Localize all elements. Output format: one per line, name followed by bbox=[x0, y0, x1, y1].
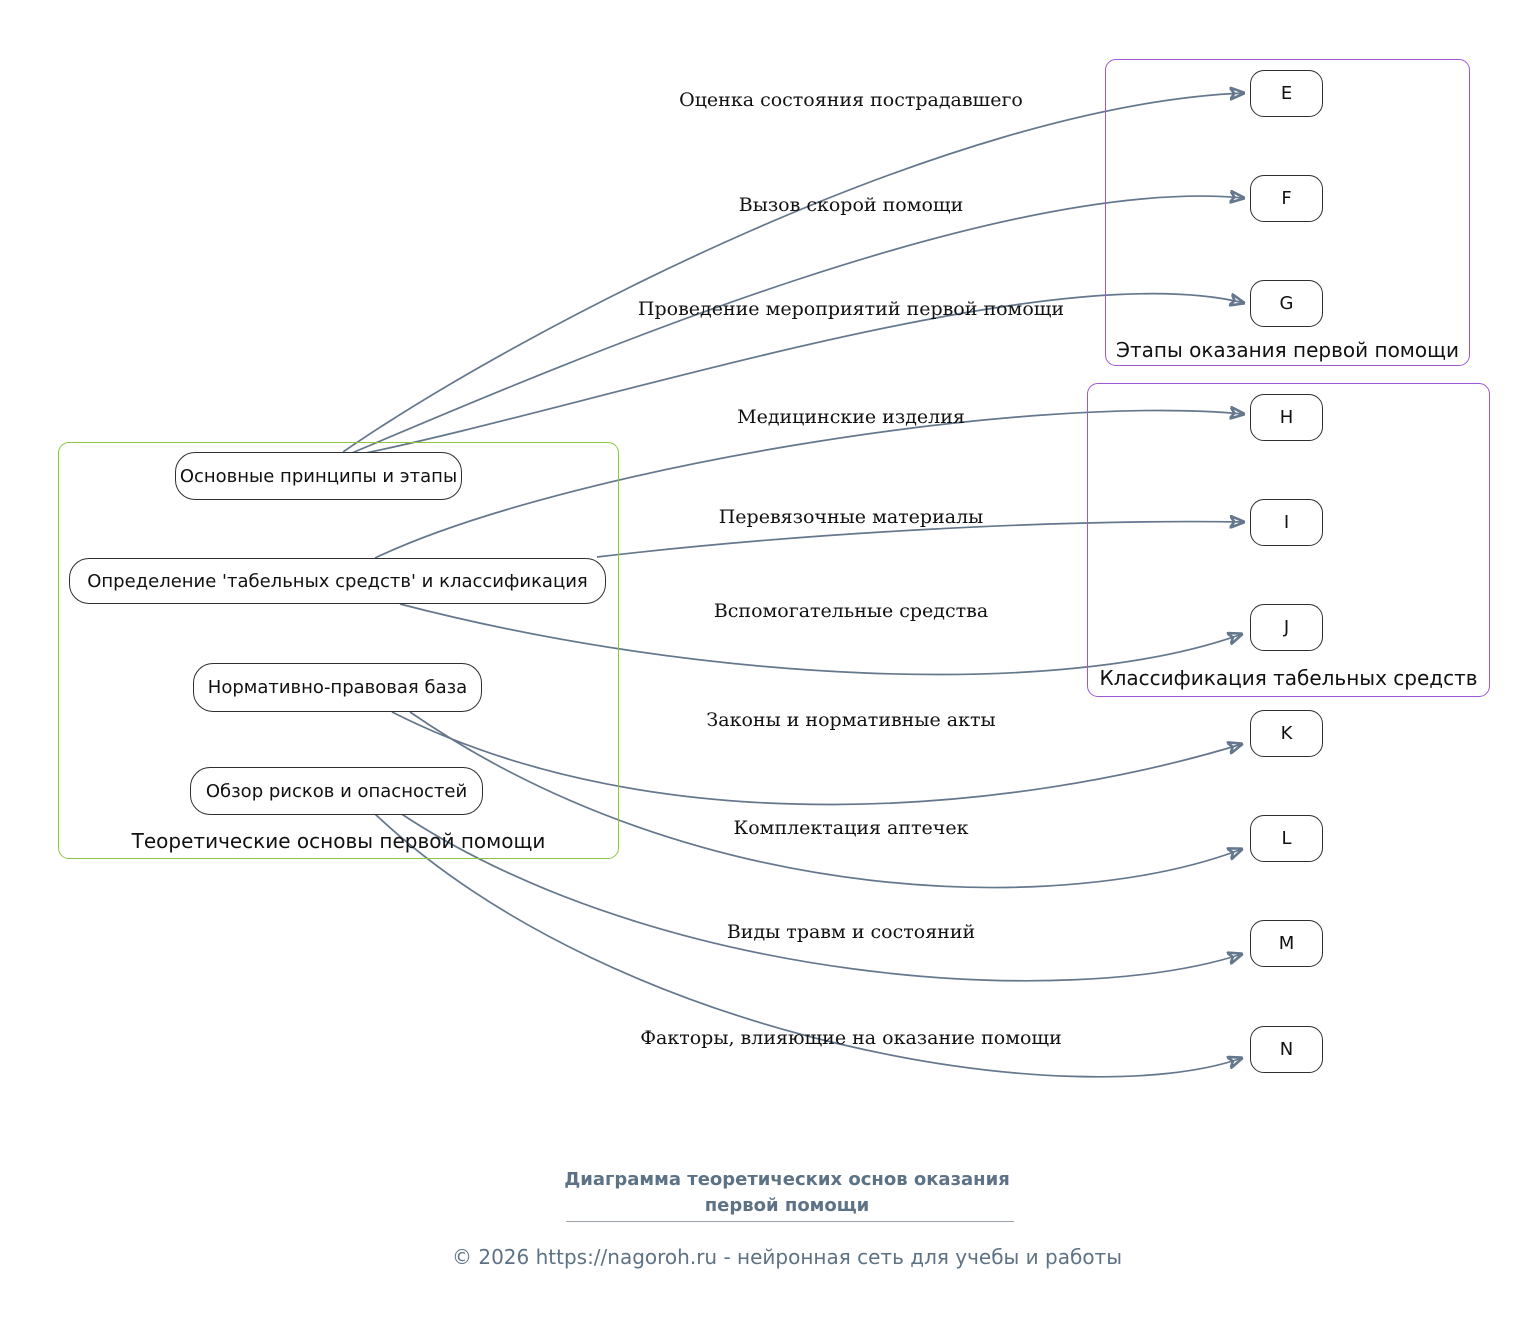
caption-divider bbox=[566, 1221, 1014, 1222]
node-n: N bbox=[1250, 1026, 1323, 1073]
edge-label: Факторы, влияющие на оказание помощи bbox=[640, 1027, 1062, 1049]
node-h: H bbox=[1250, 394, 1323, 441]
node-e: E bbox=[1250, 70, 1323, 117]
edge-label: Проведение мероприятий первой помощи bbox=[637, 298, 1065, 320]
diagram-title: Диаграмма теоретических основ оказания первой помощи bbox=[564, 1169, 1010, 1217]
cluster-classification-label: Классификация табельных средств bbox=[1099, 666, 1478, 690]
edge-label: Медицинские изделия bbox=[737, 406, 965, 428]
node-legal: Нормативно-правовая база bbox=[193, 663, 482, 712]
node-f: F bbox=[1250, 175, 1323, 222]
node-j: J bbox=[1250, 604, 1323, 651]
node-l: L bbox=[1250, 815, 1323, 862]
node-principles: Основные принципы и этапы bbox=[175, 452, 462, 500]
edge-label: Виды травм и состояний bbox=[726, 921, 976, 943]
node-i: I bbox=[1250, 499, 1323, 546]
node-risks: Обзор рисков и опасностей bbox=[190, 767, 483, 815]
copyright-footer: © 2026 https://nagoroh.ru - нейронная сеть для учебы и работы bbox=[451, 1245, 1122, 1269]
edge-label: Вспомогательные средства bbox=[713, 600, 989, 622]
edge-label: Законы и нормативные акты bbox=[706, 709, 996, 731]
edge-label: Вызов скорой помощи bbox=[738, 194, 964, 216]
edge-label: Комплектация аптечек bbox=[733, 817, 969, 839]
node-k: K bbox=[1250, 710, 1323, 757]
node-definition: Определение 'табельных средств' и классификация bbox=[69, 558, 606, 604]
node-m: M bbox=[1250, 920, 1323, 967]
edge-label: Оценка состояния пострадавшего bbox=[679, 89, 1023, 111]
edge-label: Перевязочные материалы bbox=[718, 506, 984, 528]
node-g: G bbox=[1250, 280, 1323, 327]
cluster-theory-label: Теоретические основы первой помощи bbox=[131, 829, 546, 853]
cluster-stages-label: Этапы оказания первой помощи bbox=[1116, 338, 1459, 362]
